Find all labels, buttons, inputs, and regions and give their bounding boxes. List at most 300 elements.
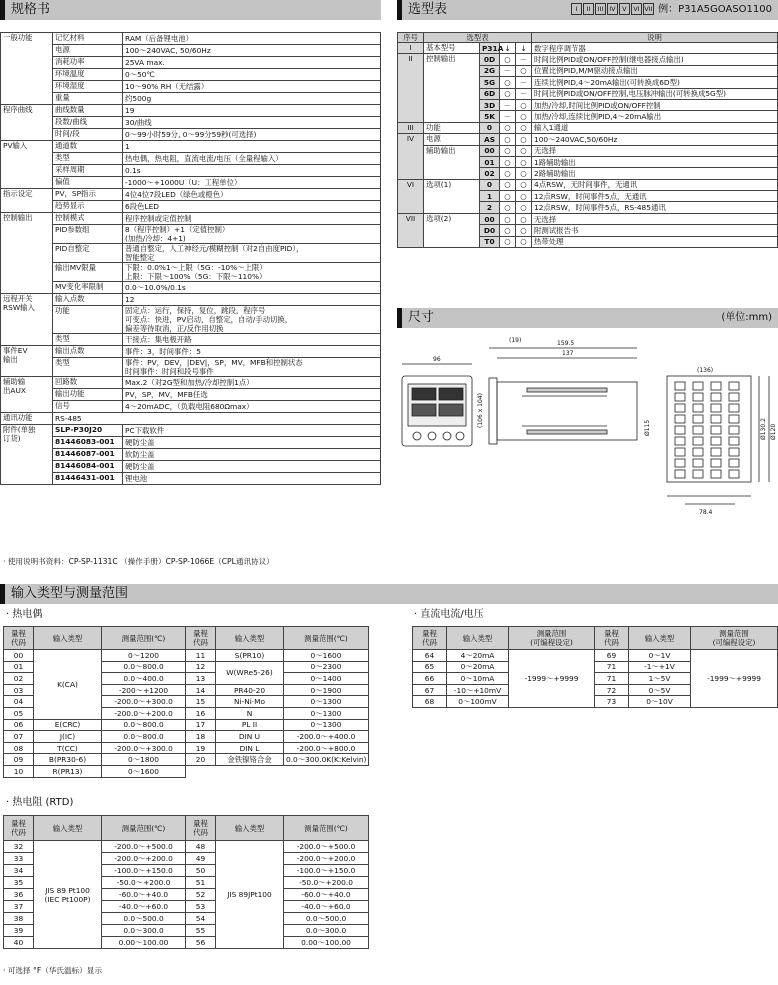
spec-row (1, 105, 381, 117)
sel-mark-b: ○ (516, 65, 532, 76)
sel-code: T0 (480, 236, 500, 247)
spec-value: Max.2（对2G型和加热/冷却控制1点） (123, 377, 381, 389)
spec-row (1, 189, 381, 201)
roman-box-4: IV (607, 3, 618, 15)
spec-category: 远程开关 RSW输入 (1, 294, 53, 346)
sel-code: 01 (480, 156, 500, 167)
tc-code: 15 (186, 696, 216, 708)
spec-row (1, 282, 381, 294)
tc-code: 12 (186, 661, 216, 673)
sel-mark-a: ○ (500, 145, 516, 156)
spec-row (1, 213, 381, 225)
rtd-code: 34 (4, 865, 34, 877)
tc-type: 金铁镍铬合金 (216, 754, 284, 766)
sel-row (398, 43, 778, 54)
rtd-code: 48 (186, 841, 216, 853)
spec-row (1, 225, 381, 244)
spec-item: 81446431-001 (53, 473, 123, 485)
sel-mark-a: ○ (500, 77, 516, 88)
dim-19: (19) (509, 337, 522, 344)
spec-value: 干接点：集电极开路 (123, 334, 381, 346)
dc-type: 0～100mV (447, 696, 509, 708)
rtd-code: 55 (186, 925, 216, 937)
sel-group: 辅助输出 (424, 145, 480, 179)
sel-no: VI (398, 179, 424, 213)
terminal (693, 393, 703, 401)
rtd-code: 54 (186, 913, 216, 925)
spec-item: PID参数组 (53, 225, 123, 244)
dc-type: 0～10mA (447, 673, 509, 685)
spec-value: 热电偶，热电阻，直流电流/电压（全量程输入） (123, 153, 381, 165)
rtd-code: 36 (4, 889, 34, 901)
spec-row (1, 57, 381, 69)
spec-value: 锂电池 (123, 473, 381, 485)
tc-code: 01 (4, 661, 34, 673)
terminal (693, 415, 703, 423)
spec-item: 段数/曲线 (53, 117, 123, 129)
tc-range: -200.0～+800.0 (284, 742, 369, 754)
tc-code: 09 (4, 754, 34, 766)
terminal (711, 426, 721, 434)
rtd-range: -200.0～+500.0 (284, 841, 369, 853)
spec-value: 0～50℃ (123, 69, 381, 81)
tc-head: 量程 代码 (4, 627, 34, 650)
spec-item: 控制模式 (53, 213, 123, 225)
sel-mark-b: ○ (516, 225, 532, 236)
sel-row (398, 179, 778, 190)
dc-head: 测量范围 (可编程设定) (509, 627, 595, 650)
terminal (693, 459, 703, 467)
sel-head-no: 序号 (398, 33, 424, 43)
selection-header (397, 0, 778, 20)
spec-value: 0～99小时59分, 0～99分59秒(可选择) (123, 129, 381, 141)
sel-mark-b: － (516, 54, 532, 65)
sel-desc: 附测试报告书 (532, 225, 778, 236)
terminal (729, 448, 739, 456)
spec-row (1, 141, 381, 153)
spec-value: RS-485 (53, 413, 381, 425)
rtd-range: -100.0～+150.0 (102, 865, 186, 877)
rtd-row (4, 841, 369, 853)
tc-range: 0～2300 (284, 661, 369, 673)
dc-head: 输入类型 (629, 627, 691, 650)
sel-code: 00 (480, 145, 500, 156)
rtd-type: JIS 89 Pt100 (IEC Pt100P) (34, 841, 102, 949)
dim-784: 78.4 (699, 509, 713, 516)
dc-head: 测量范围 (可编程设定) (691, 627, 778, 650)
tc-code: 16 (186, 707, 216, 719)
dc-type: 0～5V (629, 684, 691, 696)
spec-item: PID自整定 (53, 244, 123, 263)
spec-item: 81446084-001 (53, 461, 123, 473)
sel-mark-a: ○ (500, 168, 516, 179)
dc-code: 73 (595, 696, 629, 708)
sel-desc: 连续比例PID,4～20mA输出(可转换成6D型) (532, 77, 778, 88)
spec-value: RAM（后备锂电池） (123, 33, 381, 45)
sel-mark-b: ○ (516, 99, 532, 110)
rtd-range: -200.0～+200.0 (102, 853, 186, 865)
dim-96: 96 (433, 356, 441, 363)
tc-code: 03 (4, 684, 34, 696)
rtd-head: 量程 代码 (186, 816, 216, 841)
spec-item: 类型 (53, 334, 123, 346)
sel-mark-a: ○ (500, 54, 516, 65)
roman-box-7: VII (644, 5, 653, 13)
spec-row (1, 117, 381, 129)
spec-item: 类型 (53, 153, 123, 165)
tc-range: -200.0～+300.0 (102, 696, 186, 708)
tc-code: 10 (4, 765, 34, 777)
sel-group: 电源 (424, 134, 480, 145)
terminal (729, 393, 739, 401)
sel-code: 0D (480, 54, 500, 65)
dim-120: Ø120 (770, 423, 777, 440)
sel-mark-b: ○ (516, 168, 532, 179)
dc-head: 量程 代码 (595, 627, 629, 650)
spec-value: 硬防尘盖 (123, 437, 381, 449)
terminal (693, 470, 703, 478)
spec-value: 固定点：运行，保持，复位，跳段，程序号 可变点：快进，PV启动，自整定，自动/手动切换， 偏差等待取消，正/反作用切换 (123, 306, 381, 334)
sel-group: 控制输出 (424, 54, 480, 122)
terminal (675, 437, 685, 445)
tc-type: B(PR30-6) (34, 754, 102, 766)
sel-no: III (398, 122, 424, 133)
tc-range: -200.0～+300.0 (102, 742, 186, 754)
tc-range: 0～1800 (102, 754, 186, 766)
selection-example: 例：P31A5GOASO1100 (658, 4, 772, 15)
sel-mark-a: ○ (500, 236, 516, 247)
roman-box-3: III (595, 3, 606, 15)
spec-item: 趋势显示 (53, 201, 123, 213)
sel-desc: 无选择 (532, 213, 778, 224)
spec-item: 回路数 (53, 377, 123, 389)
sel-mark-b: ○ (516, 156, 532, 167)
dc-code: 67 (413, 684, 447, 696)
tc-type: Ni-Ni·Mo (216, 696, 284, 708)
tc-type: DIN L (216, 742, 284, 754)
terminal (675, 448, 685, 456)
tc-range: 0～1300 (284, 707, 369, 719)
sel-code: 2G (480, 65, 500, 76)
tc-code: 07 (4, 731, 34, 743)
spec-item: 时间/段 (53, 129, 123, 141)
tc-type: J(IC) (34, 731, 102, 743)
spec-title: 规格书 (11, 2, 51, 17)
rear-view-outline (667, 376, 751, 482)
tc-range: 0～1300 (284, 696, 369, 708)
rtd-head: 输入类型 (216, 816, 284, 841)
dc-head: 量程 代码 (413, 627, 447, 650)
spec-note: · 使用说明书资料：CP-SP-1131C （操作手册）CP-SP-1066E（CPL通讯协议） (3, 557, 274, 566)
sel-code: 5K (480, 111, 500, 122)
spec-row (1, 358, 381, 377)
tc-range: 0～1600 (284, 650, 369, 662)
terminal (693, 382, 703, 390)
rtd-code: 49 (186, 853, 216, 865)
spec-table (0, 32, 381, 485)
sel-no: I (398, 43, 424, 54)
tc-code: 17 (186, 719, 216, 731)
spec-category: PV输入 (1, 141, 53, 189)
sel-mark-b: ○ (516, 202, 532, 213)
spec-item: 环境湿度 (53, 81, 123, 93)
spec-row (1, 69, 381, 81)
rtd-code: 40 (4, 937, 34, 949)
tc-code: 06 (4, 719, 34, 731)
sel-desc: 输入1通道 (532, 122, 778, 133)
tc-head: 测量范围(℃) (102, 627, 186, 650)
tc-code: 14 (186, 684, 216, 696)
spec-item: 采样周期 (53, 165, 123, 177)
sel-desc: 100～240VAC,50/60Hz (532, 134, 778, 145)
spec-row (1, 294, 381, 306)
tc-range: 0.0～800.0 (102, 719, 186, 731)
spec-value: 19 (123, 105, 381, 117)
spec-row (1, 346, 381, 358)
tc-code: 02 (4, 673, 34, 685)
dc-type: 1～5V (629, 673, 691, 685)
roman-box-5: V (619, 3, 630, 15)
terminal (711, 404, 721, 412)
terminal (729, 415, 739, 423)
dim-136: (136) (697, 367, 714, 374)
spec-item: 记忆材料 (53, 33, 123, 45)
sel-group: 选项(2) (424, 213, 480, 247)
spec-category: 控制输出 (1, 213, 53, 294)
rtd-range: -100.0～+150.0 (284, 865, 369, 877)
dc-row (413, 650, 778, 662)
rtd-head: 输入类型 (34, 816, 102, 841)
spec-row (1, 244, 381, 263)
rtd-table (3, 815, 369, 949)
rtd-range: -40.0～+60.0 (284, 901, 369, 913)
dim-115: Ø115 (644, 419, 651, 436)
spec-row (1, 413, 381, 425)
sel-group: 选项(1) (424, 179, 480, 213)
sel-desc: 数字程序调节器 (532, 43, 778, 54)
terminal (729, 404, 739, 412)
spec-item: 偏值 (53, 177, 123, 189)
spec-value: PV，SP，MV，MFB任选 (123, 389, 381, 401)
rtd-range: 0.00～100.00 (102, 937, 186, 949)
sel-desc: 12点RSW，时间事件5点，RS-485通讯 (532, 202, 778, 213)
rtd-title: · 热电阻 (RTD) (6, 797, 74, 808)
tc-code: 18 (186, 731, 216, 743)
sel-mark-a: － (500, 65, 516, 76)
sel-code: 1 (480, 191, 500, 202)
spec-value: 0.0～10.0%/0.1s (123, 282, 381, 294)
spec-value: 6段色LED (123, 201, 381, 213)
spec-row (1, 334, 381, 346)
sel-mark-a: ○ (500, 179, 516, 190)
spec-item: 电源 (53, 45, 123, 57)
spec-item: 输出功能 (53, 389, 123, 401)
rtd-range: -200.0～+200.0 (284, 853, 369, 865)
rtd-range: 0.00～100.00 (284, 937, 369, 949)
sel-mark-b: ○ (516, 145, 532, 156)
spec-row (1, 45, 381, 57)
spec-value: 普通自整定，人工神经元/模糊控制（对2自由度PID）， 智能整定 (123, 244, 381, 263)
tc-range: 0.0～800.0 (102, 731, 186, 743)
spec-item: 81446083-001 (53, 437, 123, 449)
rtd-range: 0.0～500.0 (102, 913, 186, 925)
sel-row (398, 134, 778, 145)
spec-row (1, 377, 381, 389)
sel-desc: 加热/冷却,时间比例PID或ON/OFF控制 (532, 99, 778, 110)
spec-item: 输入点数 (53, 294, 123, 306)
sel-mark-a: ↓ (500, 43, 516, 54)
terminal (711, 459, 721, 467)
rtd-head-row (4, 816, 369, 841)
terminal (711, 415, 721, 423)
tc-type: N (216, 707, 284, 719)
spec-value: -1000～+1000U（U：工程单位） (123, 177, 381, 189)
spec-item: PV，SP指示 (53, 189, 123, 201)
spec-value: 事件：PV，DEV，|DEV|，SP，MV，MFB和控制状态 时间事件：时间和段号事件 (123, 358, 381, 377)
tc-head: 输入类型 (216, 627, 284, 650)
sel-desc: 加热/冷却,连续比例PID,4～20mA输出 (532, 111, 778, 122)
tc-range: -200.0～+400.0 (284, 731, 369, 743)
dc-code: 72 (595, 684, 629, 696)
sel-code: 3D (480, 99, 500, 110)
selection-table (397, 32, 778, 248)
tc-row (4, 765, 369, 777)
sel-desc: 2路辅助输出 (532, 168, 778, 179)
terminal (729, 459, 739, 467)
tc-range: 0～1300 (284, 719, 369, 731)
spec-row (1, 306, 381, 334)
spec-row (1, 461, 381, 473)
tc-row (4, 742, 369, 754)
rtd-code: 37 (4, 901, 34, 913)
sel-code: D0 (480, 225, 500, 236)
spec-item: 环境温度 (53, 69, 123, 81)
sel-mark-b: － (516, 77, 532, 88)
tc-code: 11 (186, 650, 216, 662)
rtd-code: 33 (4, 853, 34, 865)
tc-type: PR40-20 (216, 684, 284, 696)
rtd-code: 35 (4, 877, 34, 889)
spec-category: 事件EV 输出 (1, 346, 53, 377)
tc-range: 0～1900 (284, 684, 369, 696)
selection-example-row (571, 2, 772, 18)
spec-row (1, 129, 381, 141)
sel-desc: 热带处理 (532, 236, 778, 247)
tc-row (4, 650, 369, 662)
dc-table (412, 626, 778, 708)
dim-159: 159.5 (557, 340, 575, 347)
terminal (675, 426, 685, 434)
spec-row (1, 437, 381, 449)
terminal (693, 437, 703, 445)
tc-type: R(PR13) (34, 765, 102, 777)
sel-group: 功能 (424, 122, 480, 133)
spec-item: 类型 (53, 358, 123, 377)
sel-mark-b: ○ (516, 111, 532, 122)
rtd-head: 量程 代码 (4, 816, 34, 841)
spec-row (1, 177, 381, 189)
tc-code: 13 (186, 673, 216, 685)
spec-value: 25VA max. (123, 57, 381, 69)
sel-code: 00 (480, 213, 500, 224)
dc-head: 输入类型 (447, 627, 509, 650)
tc-type: E(CRC) (34, 719, 102, 731)
spec-value: 1 (123, 141, 381, 153)
dc-code: 68 (413, 696, 447, 708)
tc-range: 0.0～400.0 (102, 673, 186, 685)
spec-row (1, 263, 381, 282)
terminal (693, 426, 703, 434)
sel-code: 2 (480, 202, 500, 213)
tc-range: 0.0～300.0K(K:Kelvin) (284, 754, 369, 766)
spec-category: 程序曲线 (1, 105, 53, 141)
sel-code: 0 (480, 122, 500, 133)
spec-item: 输出MV限量 (53, 263, 123, 282)
spec-item: 通道数 (53, 141, 123, 153)
sel-head-desc: 说明 (532, 33, 778, 43)
dc-type: 0～20mA (447, 661, 509, 673)
dims-title: 尺寸 (408, 310, 435, 325)
spec-value: 4位4位7段LED（绿色或橙色） (123, 189, 381, 201)
spec-item: 重量 (53, 93, 123, 105)
spec-category: 指示设定 (1, 189, 53, 213)
spec-row (1, 165, 381, 177)
spec-item: SLP-P30J20 (53, 425, 123, 437)
rtd-range: -50.0～+200.0 (284, 877, 369, 889)
spec-row (1, 449, 381, 461)
dims-header (397, 308, 778, 328)
spec-row (1, 201, 381, 213)
tc-range: 0～1600 (102, 765, 186, 777)
sel-code: 6D (480, 88, 500, 99)
dc-title: · 直流电流/电压 (414, 609, 484, 620)
spec-value: 软防尘盖 (123, 449, 381, 461)
sel-mark-a: ○ (500, 191, 516, 202)
dc-type: -1～+1V (629, 661, 691, 673)
spec-value: 8（程序控制）+1（定值控制） (加热/冷却：4+1) (123, 225, 381, 244)
spec-row (1, 425, 381, 437)
sel-no: II (398, 54, 424, 122)
spec-value: 硬防尘盖 (123, 461, 381, 473)
tc-row (4, 731, 369, 743)
sel-desc: 1路辅助输出 (532, 156, 778, 167)
spec-item: MV变化率限制 (53, 282, 123, 294)
sel-mark-b: ○ (516, 122, 532, 133)
side-bezel (489, 378, 497, 444)
terminal (675, 393, 685, 401)
dc-code: 65 (413, 661, 447, 673)
terminal (675, 415, 685, 423)
terminal (711, 437, 721, 445)
spec-row (1, 401, 381, 413)
sel-mark-a: ○ (500, 88, 516, 99)
rtd-type: JIS 89JPt100 (216, 841, 284, 949)
dc-type: 4～20mA (447, 650, 509, 662)
dim-106: (106 x 104) (477, 393, 484, 428)
sel-desc: 12点RSW，时间事件5点，无通讯 (532, 191, 778, 202)
spec-item: 消耗功率 (53, 57, 123, 69)
tc-title: · 热电偶 (6, 609, 43, 620)
sel-row (398, 122, 778, 133)
spec-item: 信号 (53, 401, 123, 413)
roman-box-6: VI (631, 3, 642, 15)
sel-mark-a: － (500, 99, 516, 110)
input-title: 输入类型与测量范围 (11, 586, 129, 601)
spec-value: 12 (123, 294, 381, 306)
spec-value: 下限：0.0%1～上限（5G：-10%～上限） 上限：下限～100%（5G：下限～110%） (123, 263, 381, 282)
dc-code: 64 (413, 650, 447, 662)
sel-mark-b: ○ (516, 213, 532, 224)
